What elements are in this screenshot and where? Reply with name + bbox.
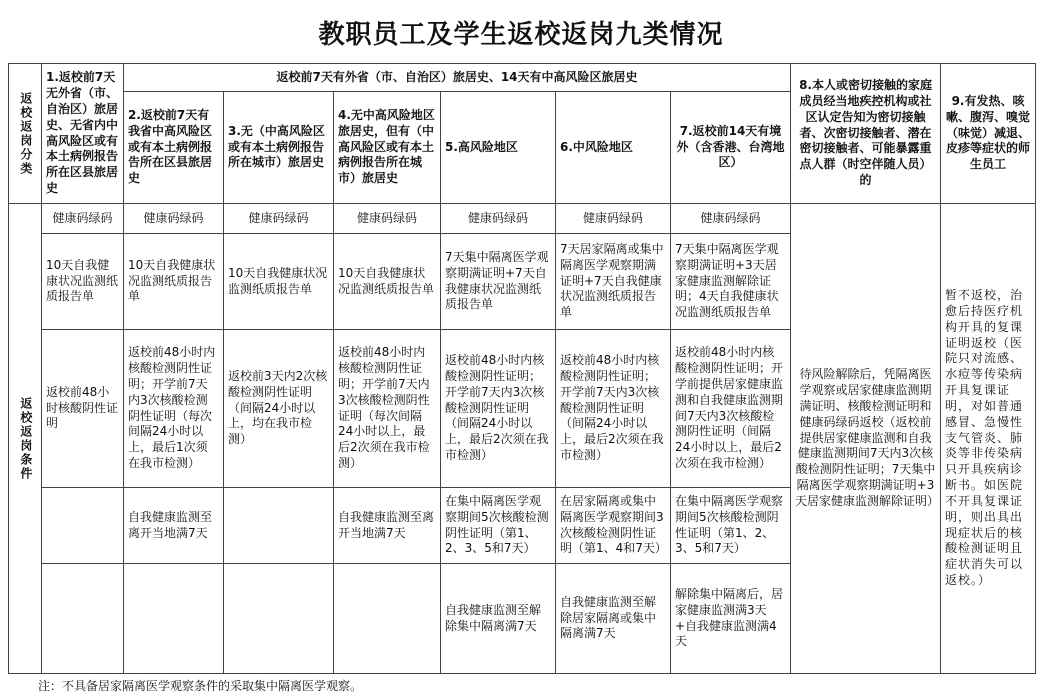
qr-cell-3: 健康码绿码	[224, 204, 334, 234]
test-cell-4: 返校前48小时内核酸检测阴性证明；开学前7天内3次核酸检测阴性证明（每次间隔24小时以上，最后2次须在我市检测）	[334, 330, 441, 488]
row4-cell-7: 在集中隔离医学观察期间5次核酸检测阴性证明（第1、2、3、5和7天）	[671, 488, 791, 564]
row5-cell-3	[224, 564, 334, 674]
qr-cell-6: 健康码绿码	[556, 204, 671, 234]
qr-cell-1: 健康码绿码	[42, 204, 124, 234]
header-col-1: 1.返校前7天无外省（市、自治区）旅居史、无省内中高风险区或有本土病例报告所在区县旅居史	[42, 64, 124, 204]
footnote: 注：不具备居家隔离医学观察条件的采取集中隔离医学观察。	[38, 679, 363, 693]
qr-cell-4: 健康码绿码	[334, 204, 441, 234]
qr-cell-5: 健康码绿码	[441, 204, 556, 234]
row5-cell-4	[334, 564, 441, 674]
header-group-travel: 返校前7天有外省（市、自治区）旅居史、14天有中高风险区旅居史	[124, 64, 791, 92]
header-col-6: 6.中风险地区	[556, 92, 671, 204]
qr-cell-2: 健康码绿码	[124, 204, 224, 234]
row4-cell-5: 在集中隔离医学观察期间5次核酸检测阴性证明（第1、2、3、5和7天）	[441, 488, 556, 564]
row4-cell-6: 在居家隔离或集中隔离医学观察期间3次核酸检测阴性证明（第1、4和7天）	[556, 488, 671, 564]
monitor-cell-1: 10天自我健康状况监测纸质报告单	[42, 234, 124, 330]
col8-condition: 待风险解除后，凭隔离医学观察或居家健康监测期满证明、核酸检测证明和健康码绿码返校（返校前提供居家健康监测和自我健康监测期间7天内3次核酸检测阴性证明；7天集中隔离医学观察期满证明+3天居家健康监测解除证明）	[791, 204, 941, 674]
header-col-4: 4.无中高风险地区旅居史，但有（中高风险区或有本土病例报告所在城市）旅居史	[334, 92, 441, 204]
test-cell-7: 返校前48小时内核酸检测阴性证明；开学前提供居家健康监测和自我健康监测期间7天内3次核酸检测阴性证明（间隔24小时以上，最后2次须在我市检测）	[671, 330, 791, 488]
row5-cell-7: 解除集中隔离后，居家健康监测满3天+自我健康监测满4天	[671, 564, 791, 674]
conditions-label-cell: 返校返岗条件	[9, 204, 42, 674]
header-col-8: 8.本人或密切接触的家庭成员经当地疾控机构或社区认定告知为密切接触者、次密切接触者、潜在密切接触者、可能暴露重点人群（时空伴随人员）的	[791, 64, 941, 204]
test-cell-3: 返校前3天内2次核酸检测阴性证明（间隔24小时以上，均在我市检测）	[224, 330, 334, 488]
test-cell-2: 返校前48小时内核酸检测阴性证明；开学前7天内3次核酸检测阴性证明（每次间隔24小时以上，最后1次须在我市检测）	[124, 330, 224, 488]
row4-cell-4: 自我健康监测至离开当地满7天	[334, 488, 441, 564]
monitor-cell-7: 7天集中隔离医学观察期满证明+3天居家健康监测解除证明；4天自我健康状况监测纸质报告单	[671, 234, 791, 330]
row4-cell-2: 自我健康监测至离开当地满7天	[124, 488, 224, 564]
header-col-2: 2.返校前7天有我省中高风险区或有本土病例报告所在区县旅居史	[124, 92, 224, 204]
row4-cell-1	[42, 488, 124, 564]
header-col-7: 7.返校前14天有境外（含香港、台湾地区）	[671, 92, 791, 204]
category-label-cell: 返校返岗分类	[9, 64, 42, 204]
header-col-9: 9.有发热、咳嗽、腹泻、嗅觉（味觉）减退、皮疹等症状的师生员工	[941, 64, 1036, 204]
row4-cell-3	[224, 488, 334, 564]
qr-cell-7: 健康码绿码	[671, 204, 791, 234]
monitor-cell-2: 10天自我健康状况监测纸质报告单	[124, 234, 224, 330]
test-cell-5: 返校前48小时内核酸检测阴性证明；开学前7天内3次核酸检测阴性证明（间隔24小时以上，最后2次须在我市检测）	[441, 330, 556, 488]
row5-cell-5: 自我健康监测至解除集中隔离满7天	[441, 564, 556, 674]
test-cell-6: 返校前48小时内核酸检测阴性证明；开学前7天内3次核酸检测阴性证明（间隔24小时以上，最后2次须在我市检测）	[556, 330, 671, 488]
test-cell-1: 返校前48小时核酸阴性证明	[42, 330, 124, 488]
page-title: 教职员工及学生返校返岗九类情况	[318, 20, 724, 50]
row5-cell-6: 自我健康监测至解除居家隔离或集中隔离满7天	[556, 564, 671, 674]
row5-cell-2	[124, 564, 224, 674]
row5-cell-1	[42, 564, 124, 674]
header-col-3: 3.无（中高风险区或有本土病例报告所在城市）旅居史	[224, 92, 334, 204]
monitor-cell-3: 10天自我健康状况监测纸质报告单	[224, 234, 334, 330]
situation-table	[8, 63, 1036, 674]
col9-condition: 暂不返校，治愈后持医疗机构开具的复课证明返校（医院只对流感、水痘等传染病开具复课证明，对如普通感冒、急慢性支气管炎、肺炎等非传染病只开具疾病诊断书。如医院不开具复课证明，则出具出现症状后的核酸检测证明且症状消失可以返校。）	[941, 204, 1036, 674]
monitor-cell-5: 7天集中隔离医学观察期满证明+7天自我健康状况监测纸质报告单	[441, 234, 556, 330]
monitor-cell-4: 10天自我健康状况监测纸质报告单	[334, 234, 441, 330]
monitor-cell-6: 7天居家隔离或集中隔离医学观察期满证明+7天自我健康状况监测纸质报告单	[556, 234, 671, 330]
header-col-5: 5.高风险地区	[441, 92, 556, 204]
